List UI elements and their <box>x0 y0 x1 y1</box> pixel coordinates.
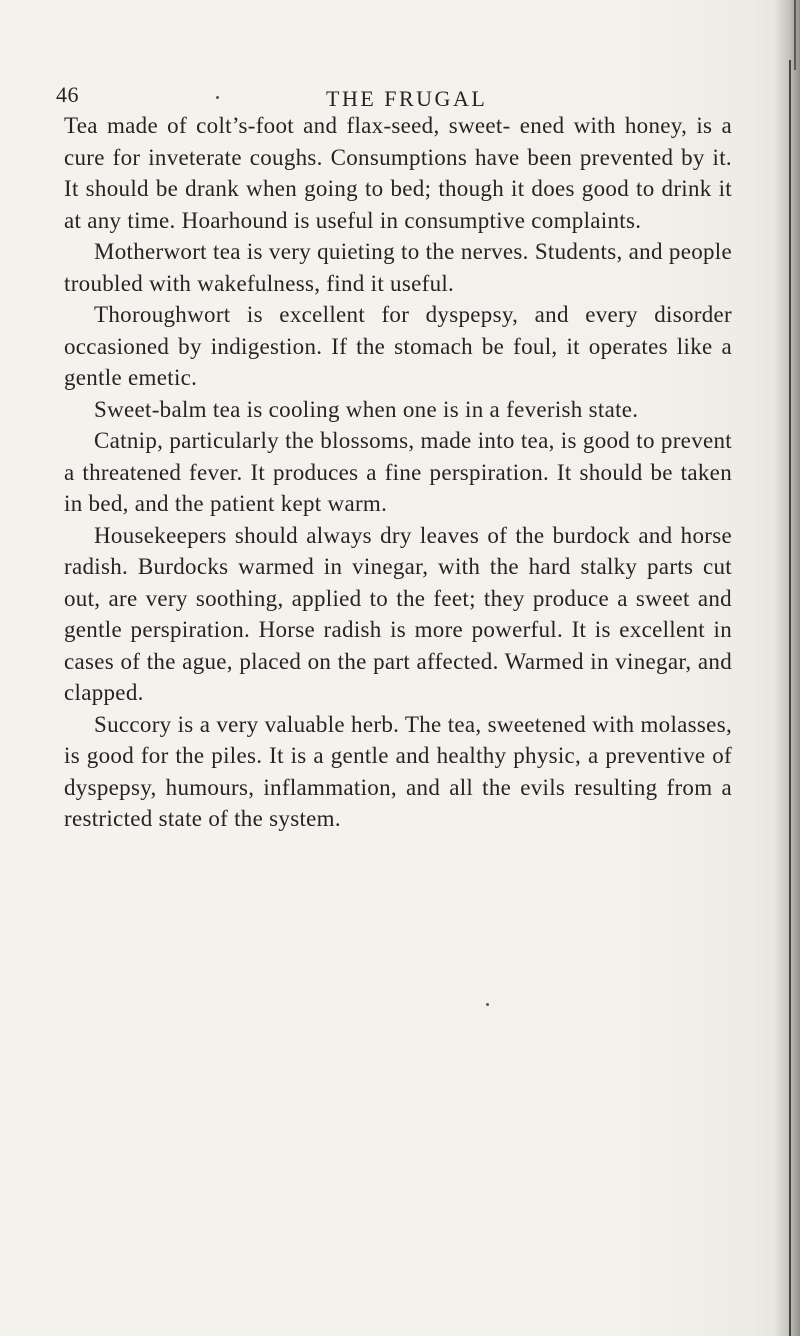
paper-speck <box>486 1003 489 1006</box>
page-edge-line-top <box>794 0 796 70</box>
paragraph-housekeepers: Housekeepers should always dry leaves of the burdock and horse radish. Burdocks warmed in vinegar, with the hard stalky parts cut out, are very soothing, applied to the feet; they produce a sweet and gentle perspiration. Horse radish is more powerful. It is excellent in cases of the ague, placed on the part affected. Warmed in vinegar, and clapped. <box>64 522 732 705</box>
body-text <box>64 110 732 835</box>
page-number: 46 <box>56 82 79 107</box>
paragraph-thoroughwort: Thoroughwort is excellent for dyspepsy, and every disorder occasioned by indigestion. If the stomach be foul, it operates like a gentle emetic. <box>64 302 732 390</box>
page-header <box>56 82 736 112</box>
page-edge-line <box>789 60 791 1336</box>
paragraph-colts-foot-tea: Tea made of colt’s-foot and flax-seed, sweet- ened with honey, is a cure for inveterate coughs. Consumptions have been prevented by it. It should be drank when going to bed; though it does good to drink it at any time. Hoarhound is useful in consumptive complaints. <box>64 113 732 233</box>
running-head: THE FRUGAL <box>326 86 488 111</box>
page-edge-shadow <box>774 0 800 1336</box>
paper-speck <box>216 96 219 99</box>
paragraph-catnip: Catnip, particularly the blossoms, made into tea, is good to prevent a threatened fever. It produces a fine perspiration. It should be taken in bed, and the patient kept warm. <box>64 428 732 516</box>
paragraph-motherwort-tea: Motherwort tea is very quieting to the nerves. Students, and people troubled with wakefulness, find it useful. <box>64 239 732 296</box>
paragraph-succory: Succory is a very valuable herb. The tea, sweetened with molasses, is good for the piles. It is a gentle and healthy physic, a preventive of dyspepsy, humours, inflammation, and all the evils resulting from a restricted state of the system. <box>64 711 732 831</box>
paragraph-sweet-balm-tea: Sweet-balm tea is cooling when one is in a feverish state. <box>94 396 639 422</box>
